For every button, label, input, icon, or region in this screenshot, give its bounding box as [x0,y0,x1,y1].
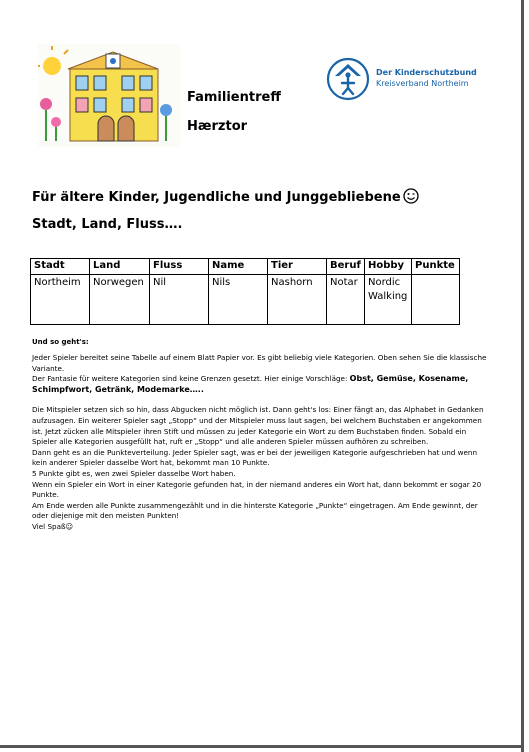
rules-paragraph [32,374,487,395]
org-subtitle: Kreisverband Northeim [376,79,469,88]
game-title: Stadt, Land, Fluss…. [32,217,183,232]
rules-paragraph: Dann geht es an die Punkteverteilung. Jeder Spieler sagt, was er bei der jeweiligen Kategorie aufgeschrieben hat und wenn kein anderer Spieler dasselbe Wort hat, bekommt man 10 Punkte. [32,447,478,468]
rules-paragraph: Viel Spaß☺ [32,521,74,531]
column-header: Fluss [150,259,209,275]
page-edge-right [521,0,524,752]
table-header-row [31,259,460,275]
table-cell: Nashorn [268,275,327,325]
rules-paragraph: Jeder Spieler bereitet seine Tabelle auf einem Blatt Papier vor. Es gibt beliebig viele Kategorien. Oben sehen Sie die klassische Variante. [32,353,487,373]
column-header: Land [90,259,150,275]
winking-smiley-icon [403,188,419,204]
title-line2: Hærztor [187,119,248,134]
table-cell: Nordic Walking [365,275,412,325]
column-header: Tier [268,259,327,275]
rules-paragraph: Wenn ein Spieler ein Wort in einer Kategorie gefunden hat, in der niemand anderes ein Wort hat, dann bekommt er sogar 20 Punkte. [32,479,482,500]
rules-heading: Und so geht's: [32,338,89,346]
table-cell: Nils [209,275,268,325]
example-table [30,258,460,325]
rules-paragraph-text: Der Fantasie für weitere Kategorien sind keine Grenzen gesetzt. Hier einige Vorschläge: [32,374,350,384]
column-header: Name [209,259,268,275]
column-header: Punkte [412,259,460,275]
category-suggestions: Obst, Gemüse, Kosename, Schimpfwort, Getränk, Modemarke….. [32,374,469,394]
org-name: Der Kinderschutzbund [376,68,477,77]
rules-paragraph: Die Mitspieler setzen sich so hin, dass Abgucken nicht möglich ist. Dann geht's los: Einer fängt an, das Alphabet in Gedanken aufzusagen. Ein weiterer Spieler sagt „Stopp“ und der Mitspieler muss laut sagen, bei welchem Buchstaben er angekommen ist. Jetzt zücken alle Mitspieler ihren Stift und müssen zu jeder Kategorie ein Wort zu dem Buchstaben finden. Sobald ein Spieler alle Kategorien ausgefüllt hat, ruft er „Stopp“ und alle anderen Spieler müssen aufhören zu schreiben. [32,405,484,447]
table-cell: Northeim [31,275,90,325]
table-row [31,275,460,325]
rules-text [32,353,487,533]
rules-paragraph: 5 Punkte gibt es, wen zwei Spieler dasselbe Wort haben. [32,468,236,478]
rules-paragraph: Am Ende werden alle Punkte zusammengezählt und in die hinterste Kategorie „Punkte“ eingetragen. Am Ende gewinnt, der oder diejenige mit den meisten Punkten! [32,500,478,521]
kinderschutzbund-logo-icon [326,57,370,101]
table-cell: Notar [327,275,365,325]
column-header: Stadt [31,259,90,275]
page-edge-bottom [0,745,524,748]
table-cell: Norwegen [90,275,150,325]
table-cell [412,275,460,325]
column-header: Hobby [365,259,412,275]
paragraph-gap [32,395,487,405]
title-line1: Familientreff [187,90,281,105]
house-drawing-image [38,44,181,147]
column-header: Beruf [327,259,365,275]
audience-heading: Für ältere Kinder, Jugendliche und Junggebliebene [32,190,401,205]
table-cell: Nil [150,275,209,325]
